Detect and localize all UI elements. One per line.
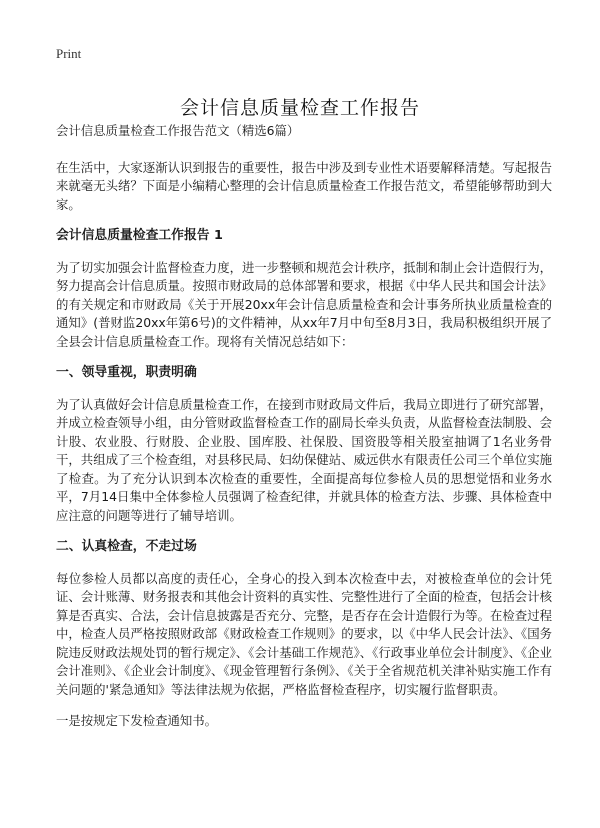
print-link[interactable]: Print: [56, 46, 82, 61]
report-1-heading: 会计信息质量检查工作报告 1: [56, 228, 223, 243]
section-2-paragraph: 每位参检人员都以高度的责任心，全身心的投入到本次检查中去，对被检查单位的会计凭证、会计账薄、财务报表和其他会计资料的真实性、完整性进行了全面的检查，包括会计核算是否真实、合法，会计信息披露是否充分、完整，是否存在会计造假行为等。在检查过程中，检查人员严格按照财政部《财政检查工作规则》的要求，以《中华人民会计法》、《国务院违反财政法规处罚的暂行规定》、《会计基础工作规范》、《行政事业单位会计制度》、《企业会计准则》、《企业会计制度》、《现金管理暂行条例》、《关于全省规范机关津补贴实施工作有关问题的'紧急通知》等法律法规为依据，严格监督检查程序，切实履行监督职责。: [56, 570, 552, 697]
section-1-heading: 一、领导重视，职责明确: [56, 365, 197, 380]
document-body: [56, 122, 552, 744]
page-title: 会计信息质量检查工作报告: [179, 96, 420, 119]
closing-line: 一是按规定下发检查通知书。: [56, 713, 218, 728]
intro-paragraph: 在生活中，大家逐渐认识到报告的重要性，报告中涉及到专业性术语要解释清楚。写起报告来就毫无头绪？下面是小编精心整理的会计信息质量检查工作报告范文，希望能够帮助到大家。: [56, 159, 552, 212]
section-1-paragraph: 为了认真做好会计信息质量检查工作，在接到市财政局文件后，我局立即进行了研究部署，并成立检查领导小组，由分管财政监督检查工作的副局长牵头负责，从监督检查法制股、会计股、农业股、行财股、企业股、国库股、社保股、国资股等相关股室抽调了1名业务骨干，共组成了三个检查组，对县移民局、妇幼保健站、威远供水有限责任公司三个单位实施了检查。为了充分认识到本次检查的重要性，全面提高每位参检人员的思想觉悟和业务水平，7月14日集中全体参检人员强调了检查纪律，并就具体的检查方法、步骤、具体检查中应注意的问题等进行了辅导培训。: [56, 396, 552, 523]
document-subtitle: 会计信息质量检查工作报告范文（精选6篇）: [56, 123, 300, 138]
report-1-paragraph: 为了切实加强会计监督检查力度，进一步整顿和规范会计秩序，抵制和制止会计造假行为，努力提高会计信息质量。按照市财政局的总体部署和要求，根据《中华人民共和国会计法》的有关规定和市财政局《关于开展20xx年会计信息质量检查和会计事务所执业质量检查的通知》(普财监20xx年第6号)的文件精神，从xx年7月中旬至8月3日，我局积极组织开展了全县会计信息质量检查工作。现将有关情况总结如下：: [56, 259, 552, 349]
section-2-heading: 二、认真检查，不走过场: [56, 539, 197, 554]
